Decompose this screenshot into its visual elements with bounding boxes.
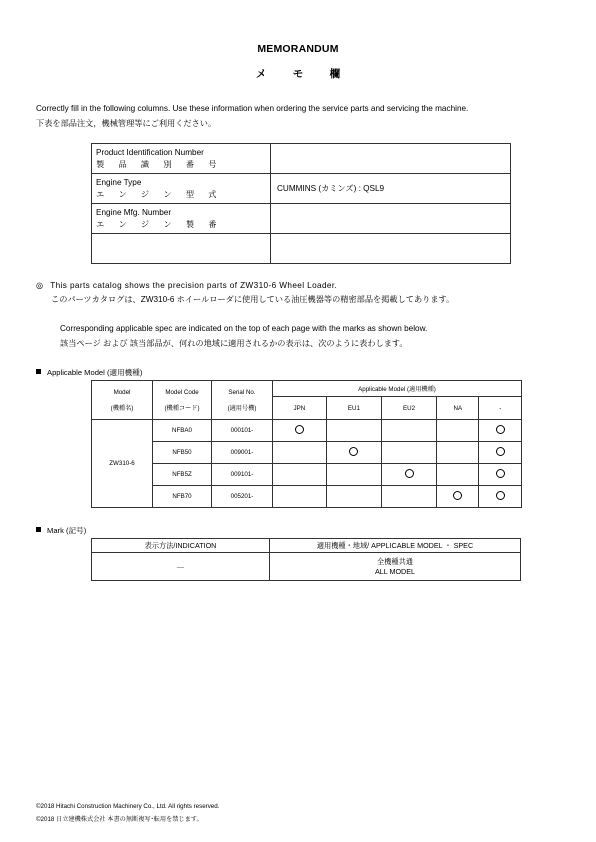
model-header-jp: (機種名)	[110, 404, 134, 412]
all-model-en: ALL MODEL	[374, 567, 416, 576]
subtitle-char: モ	[292, 68, 304, 80]
model-code-header	[153, 381, 212, 420]
mark-cell	[381, 464, 436, 486]
serial-cell: 000101-	[212, 420, 273, 442]
serial-header	[212, 381, 273, 420]
id-label-cell	[92, 144, 271, 174]
mark-cell	[437, 486, 479, 508]
applicable-model-table	[91, 380, 522, 508]
serial-cell: 009101-	[212, 464, 273, 486]
applicable-spec-value	[270, 553, 521, 581]
mark-cell	[479, 464, 522, 486]
id-label-jp: エ ン ジ ン 製 番	[96, 219, 223, 229]
serial-header-en: Serial No.	[228, 388, 256, 396]
model-name-cell: ZW310-6	[92, 420, 153, 508]
serial-header-jp: (適用号機)	[227, 404, 257, 412]
intro-jp: 下表を部品注文，機械管理等にご利用ください。	[36, 119, 217, 128]
subtitle-char: 欄	[329, 68, 341, 80]
all-model-jp: 全機種共通	[377, 557, 413, 566]
mark-cell	[273, 486, 327, 508]
mark-table	[91, 538, 521, 581]
id-label-jp: エ ン ジ ン 型 式	[96, 189, 223, 199]
serial-cell: 005201-	[212, 486, 273, 508]
mark-cell	[273, 442, 327, 464]
mark-cell	[437, 442, 479, 464]
mark-cell	[437, 464, 479, 486]
notice-en: This parts catalog shows the precision parts of ZW310-6 Wheel Loader.	[50, 281, 338, 290]
id-value-field[interactable]	[271, 144, 511, 174]
indication-value: —	[92, 553, 270, 581]
mark-cell	[381, 486, 436, 508]
applicable-spec-header: 適用機種・地域/ APPLICABLE MODEL ・ SPEC	[270, 539, 521, 553]
id-label-jp: 製 品 識 別 番 号	[96, 159, 223, 169]
page-title: MEMORANDUM	[257, 43, 339, 55]
id-label-en: Product Identification Number	[96, 147, 204, 157]
code-header-en: Model Code	[165, 388, 199, 396]
table-row	[92, 553, 521, 581]
mark-cell	[273, 464, 327, 486]
mark-cell	[381, 420, 436, 442]
id-value-field[interactable]	[271, 204, 511, 234]
region-header: EU2	[381, 397, 436, 420]
mark-cell	[326, 442, 381, 464]
intro-en: Correctly fill in the following columns. Use these information when ordering the service parts and servicing the machine.	[36, 104, 469, 113]
id-label-cell	[92, 174, 271, 204]
mark-heading	[36, 525, 86, 536]
table-row	[92, 486, 522, 508]
model-code-cell: NFBA0	[153, 420, 212, 442]
notice-jp: このパーツカタログは、ZW310-6 ホイールローダに使用している油圧機器等の精密部品を掲載してあります。	[51, 295, 455, 304]
table-row	[92, 144, 511, 174]
code-header-jp: (機種コード)	[164, 404, 200, 412]
table-row	[92, 204, 511, 234]
table-row	[92, 234, 511, 264]
region-header: NA	[437, 397, 479, 420]
model-code-cell: NFB5Z	[153, 464, 212, 486]
subtitle-char: メ	[255, 68, 267, 80]
mark-cell	[326, 486, 381, 508]
applicable-circle-icon	[405, 469, 414, 478]
applicable-model-heading-text: Applicable Model (適用機種)	[47, 368, 143, 377]
mark-heading-text: Mark (記号)	[47, 526, 87, 535]
table-row	[92, 442, 522, 464]
table-row	[92, 464, 522, 486]
region-header: EU1	[326, 397, 381, 420]
model-code-cell: NFB50	[153, 442, 212, 464]
applicable-model-heading	[36, 367, 142, 378]
applicable-circle-icon	[349, 447, 358, 456]
spec-en: Corresponding applicable spec are indicated on the top of each page with the marks as shown below.	[60, 324, 428, 333]
id-label-cell	[92, 234, 271, 264]
notice-en-line	[36, 280, 337, 290]
serial-cell: 009001-	[212, 442, 273, 464]
indication-header: 表示方法/INDICATION	[92, 539, 270, 553]
region-header: -	[479, 397, 522, 420]
id-value-field[interactable]	[271, 234, 511, 264]
model-code-cell: NFB70	[153, 486, 212, 508]
applicable-circle-icon	[453, 491, 462, 500]
mark-cell	[479, 420, 522, 442]
applicable-header: Applicable Model (適用機種)	[273, 381, 522, 397]
table-row	[92, 174, 511, 204]
copyright-en: ©2018 Hitachi Construction Machinery Co., Ltd. All rights reserved.	[36, 803, 220, 810]
notice-symbol: ◎	[36, 281, 44, 290]
table-row	[92, 420, 522, 442]
square-bullet-icon	[36, 369, 41, 374]
page-subtitle	[0, 66, 596, 81]
mark-cell	[381, 442, 436, 464]
identification-table	[91, 143, 511, 264]
applicable-circle-icon	[496, 469, 505, 478]
copyright-jp: ©2018 日立建機株式会社 本書の無断複写･転用を禁じます。	[36, 816, 203, 823]
mark-cell	[273, 420, 327, 442]
region-header: JPN	[273, 397, 327, 420]
spec-jp: 該当ページ および 該当部品が、何れの地域に適用されるかの表示は、次のように表わします。	[60, 339, 408, 348]
id-label-en: Engine Mfg. Number	[96, 207, 172, 217]
mark-cell	[479, 486, 522, 508]
model-header-en: Model	[113, 388, 131, 396]
table-header-row	[92, 539, 521, 553]
id-label-cell	[92, 204, 271, 234]
applicable-circle-icon	[496, 491, 505, 500]
id-label-en: Engine Type	[96, 177, 142, 187]
mark-cell	[479, 442, 522, 464]
applicable-circle-icon	[496, 425, 505, 434]
mark-cell	[326, 464, 381, 486]
square-bullet-icon	[36, 527, 41, 532]
applicable-circle-icon	[496, 447, 505, 456]
applicable-circle-icon	[295, 425, 304, 434]
model-header	[92, 381, 153, 420]
engine-type-value[interactable]: CUMMINS (カミンズ) : QSL9	[271, 174, 511, 204]
table-header-row	[92, 381, 522, 397]
mark-cell	[326, 420, 381, 442]
mark-cell	[437, 420, 479, 442]
